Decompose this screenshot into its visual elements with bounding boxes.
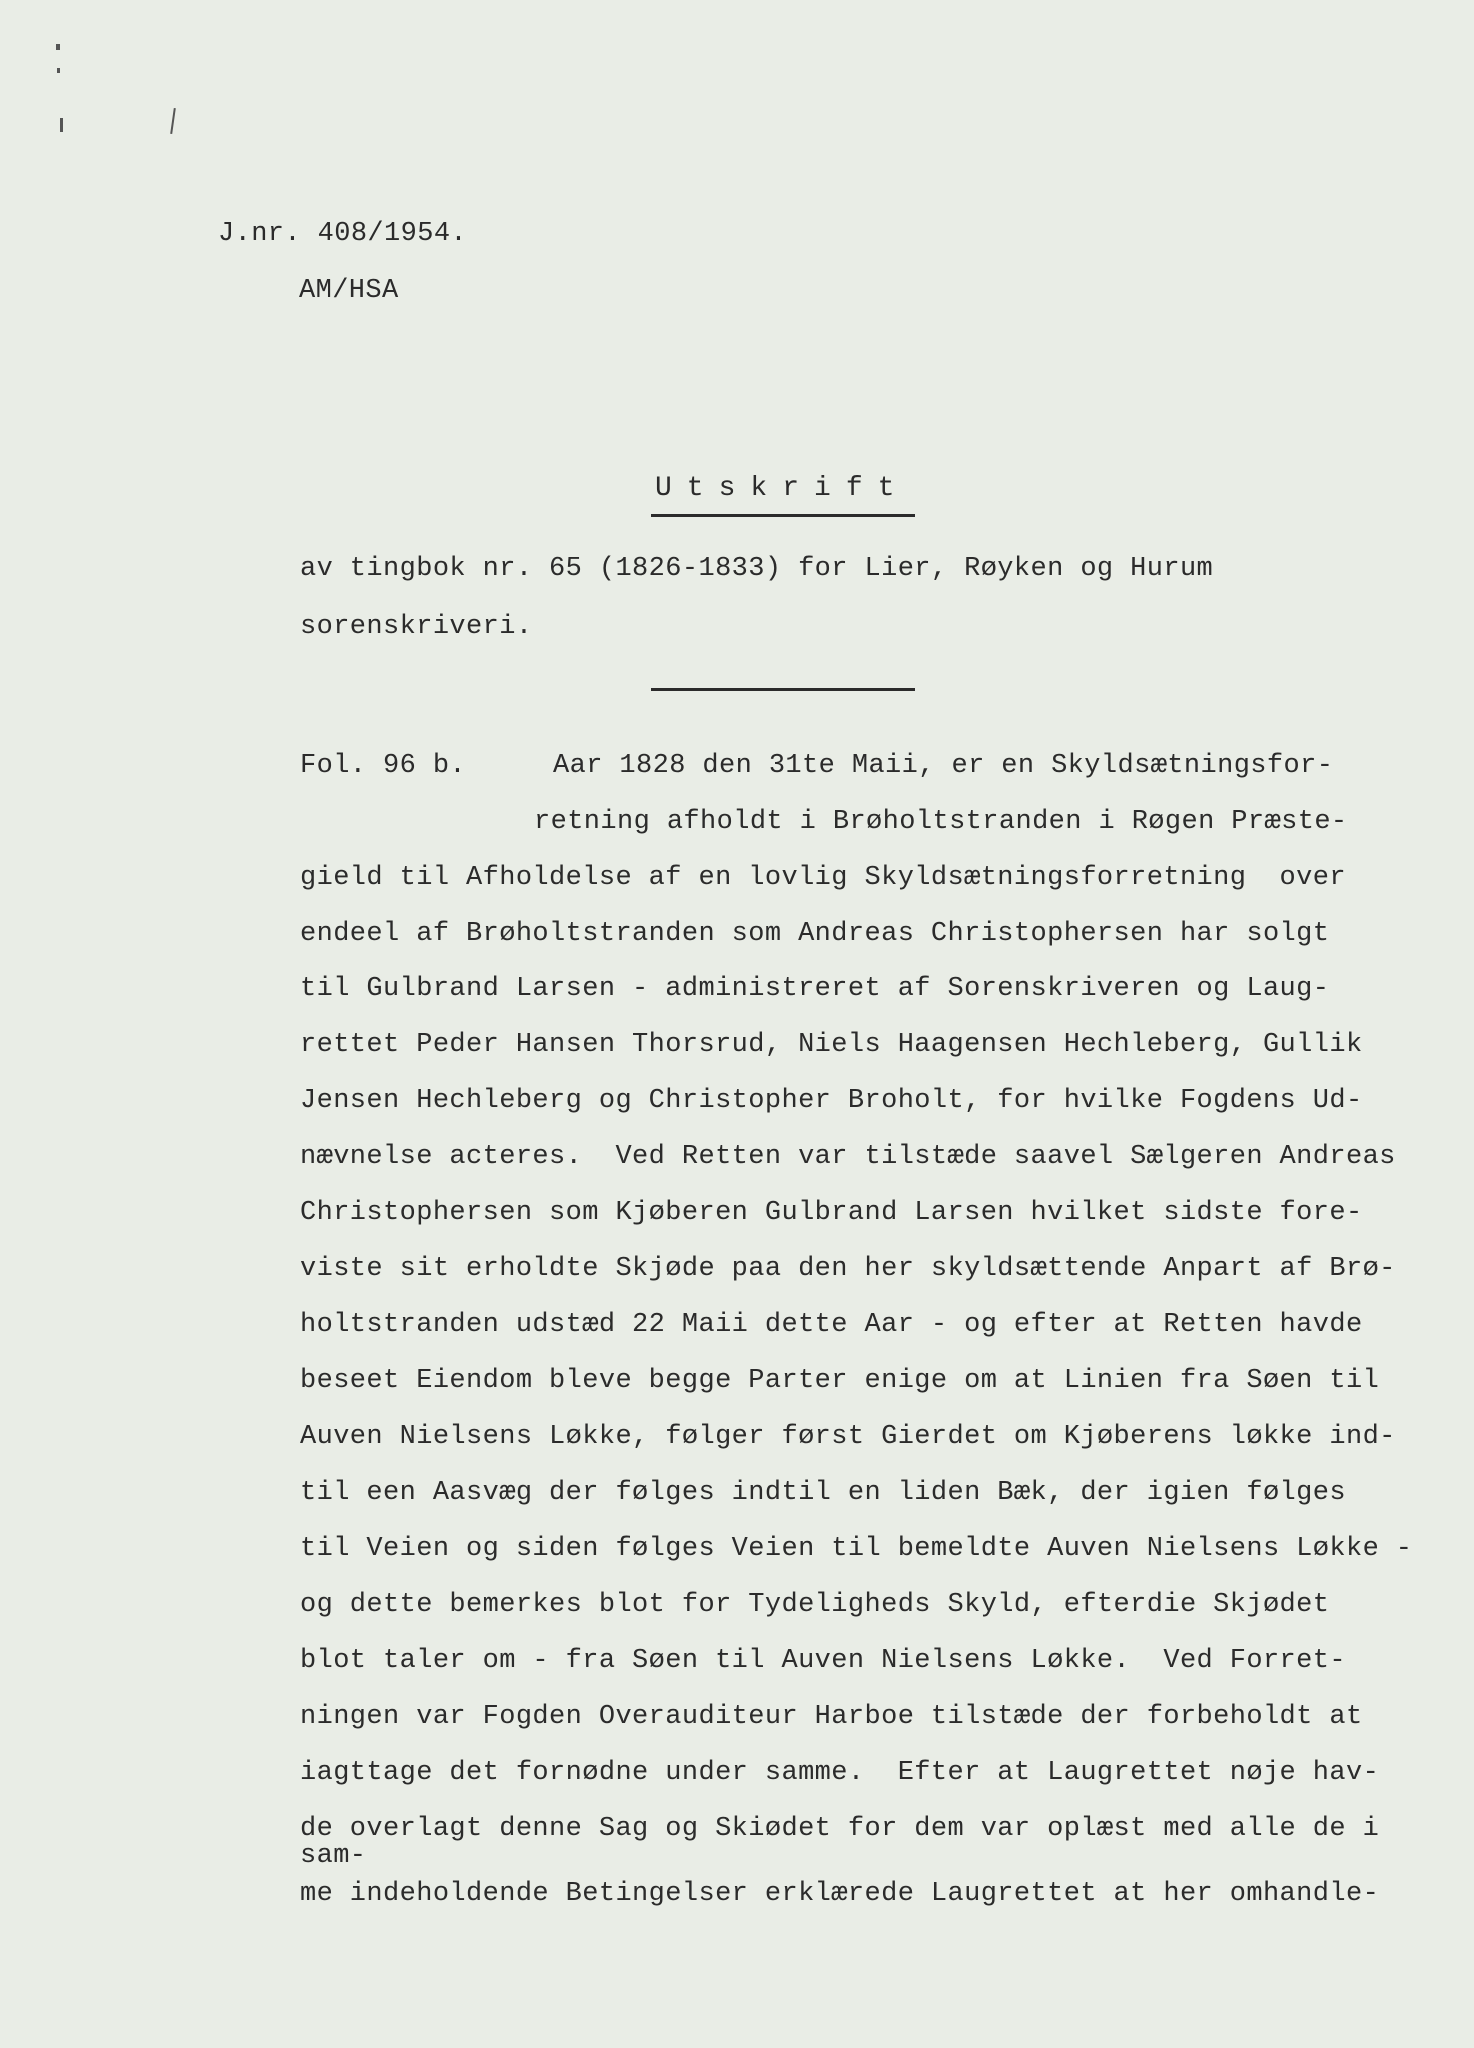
body-line: viste sit erholdte Skjøde paa den her skyldsættende Anpart af Brø-	[300, 1254, 1396, 1284]
margin-mark	[60, 118, 63, 132]
body-line: de overlagt denne Sag og Skiødet for dem var oplæst med alle de i	[300, 1814, 1380, 1844]
body-line: Aar 1828 den 31te Maii, er en Skyldsætningsfor-	[553, 751, 1334, 781]
journal-number: J.nr. 408/1954.	[218, 219, 468, 249]
body-line: ningen var Fogden Overauditeur Harboe tilstæde der forbeholdt at	[300, 1702, 1363, 1732]
margin-mark	[57, 68, 60, 73]
body-line: retning afholdt i Brøholtstranden i Røgen Præste-	[534, 807, 1348, 837]
margin-mark	[56, 44, 60, 50]
body-line: blot taler om - fra Søen til Auven Nielsens Løkke. Ved Forret-	[300, 1646, 1346, 1676]
body-line: iagttage det fornødne under samme. Efter at Laugrettet nøje hav-	[300, 1758, 1380, 1788]
body-line: til Veien og siden følges Veien til bemeldte Auven Nielsens Løkke -	[300, 1534, 1413, 1564]
body-line: gield til Afholdelse af en lovlig Skyldsætningsforretning over	[300, 863, 1346, 893]
folio-reference: Fol. 96 b.	[300, 751, 467, 781]
body-line: sam-	[300, 1841, 367, 1871]
title-underline	[651, 514, 915, 517]
body-line: holtstranden udstæd 22 Maii dette Aar - og efter at Retten havde	[300, 1310, 1363, 1340]
body-line: beseet Eiendom bleve begge Parter enige om at Linien fra Søen til	[300, 1366, 1380, 1396]
document-title: Utskrift	[655, 473, 910, 504]
body-line: me indeholdende Betingelser erklærede Laugrettet at her omhandle-	[300, 1879, 1380, 1909]
initials: AM/HSA	[299, 276, 399, 306]
body-line: Auven Nielsens Løkke, følger først Gierdet om Kjøberens løkke ind-	[300, 1422, 1396, 1452]
subtitle-line-2: sorenskriveri.	[300, 612, 533, 642]
body-line: rettet Peder Hansen Thorsrud, Niels Haagensen Hechleberg, Gullik	[300, 1030, 1363, 1060]
margin-mark	[170, 108, 176, 134]
body-line: Jensen Hechleberg og Christopher Broholt, for hvilke Fogdens Ud-	[300, 1086, 1363, 1116]
section-divider	[651, 688, 915, 691]
subtitle-line-1: av tingbok nr. 65 (1826-1833) for Lier, Røyken og Hurum	[300, 554, 1214, 584]
body-line: nævnelse acteres. Ved Retten var tilstæde saavel Sælgeren Andreas	[300, 1142, 1396, 1172]
body-line: endeel af Brøholtstranden som Andreas Christophersen har solgt	[300, 919, 1330, 949]
body-line: til Gulbrand Larsen - administreret af Sorenskriveren og Laug-	[300, 974, 1330, 1004]
body-line: til een Aasvæg der følges indtil en liden Bæk, der igien følges	[300, 1478, 1346, 1508]
body-line: Christophersen som Kjøberen Gulbrand Larsen hvilket sidste fore-	[300, 1198, 1363, 1228]
body-line: og dette bemerkes blot for Tydeligheds Skyld, efterdie Skjødet	[300, 1590, 1330, 1620]
